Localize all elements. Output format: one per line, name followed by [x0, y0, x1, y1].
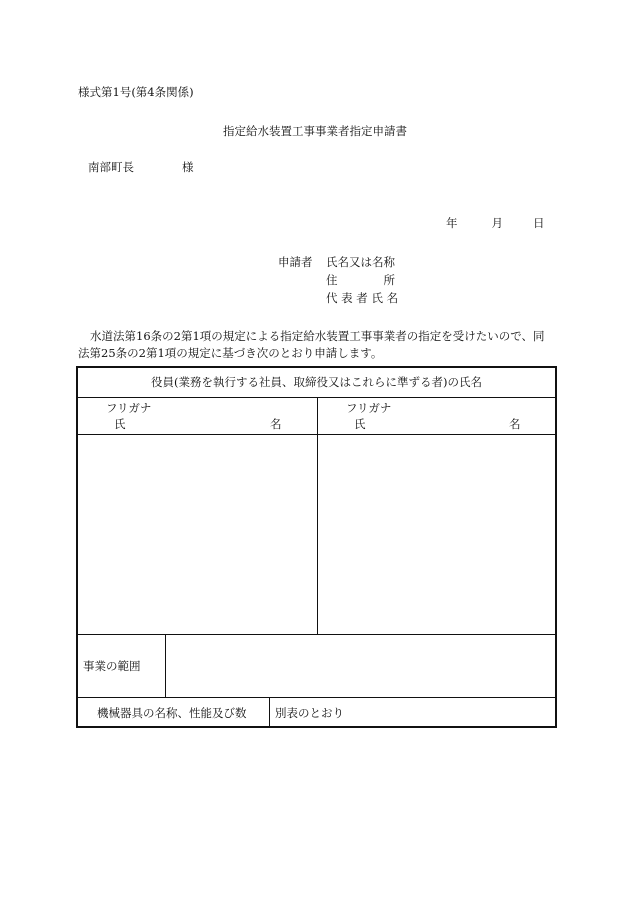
application-statement: 水道法第16条の2第1項の規定による指定給水装置工事事業者の指定を受けたいので、同法第25条の2第1項の規定に基づき次のとおり申請します。 — [78, 329, 545, 360]
officers-header: 役員(業務を執行する社員、取締役又はこれらに準ずる者)の氏名 — [151, 375, 482, 389]
right-surname-label: 氏 — [354, 417, 366, 431]
applicant-name-field: 氏名又は名称 — [326, 255, 395, 269]
left-furigana-label: フリガナ — [106, 401, 152, 415]
address-char-2: 所 — [383, 273, 395, 287]
equipment-value: 別表のとおり — [275, 706, 344, 720]
form-number: 様式第1号(第4条関係) — [78, 85, 194, 99]
equipment-label: 機械器具の名称、性能及び数 — [97, 706, 247, 720]
application-table — [76, 366, 557, 728]
table-divider — [78, 634, 555, 635]
table-divider — [317, 397, 318, 634]
applicant-label: 申請者 — [278, 255, 313, 269]
date-day: 日 — [533, 216, 545, 230]
table-divider — [165, 634, 166, 697]
addressee-honorific: 様 — [182, 160, 194, 174]
date-line — [446, 216, 545, 232]
applicant-representative-field: 代 表 者 氏 名 — [326, 291, 399, 305]
table-divider — [78, 697, 555, 698]
document-title: 指定給水装置工事事業者指定申請書 — [223, 124, 407, 138]
date-month: 月 — [491, 216, 503, 230]
left-surname-label: 氏 — [114, 417, 126, 431]
right-given-name-label: 名 — [509, 417, 521, 431]
table-divider — [269, 697, 270, 728]
left-given-name-label: 名 — [270, 417, 282, 431]
applicant-address-field — [326, 273, 398, 291]
address-char-1: 住 — [326, 273, 338, 287]
applicant-fields — [326, 255, 398, 309]
addressee-name: 南部町長 — [88, 160, 134, 174]
date-year: 年 — [446, 216, 458, 230]
addressee — [88, 160, 194, 176]
business-scope-label: 事業の範囲 — [83, 659, 141, 673]
right-furigana-label: フリガナ — [346, 401, 392, 415]
